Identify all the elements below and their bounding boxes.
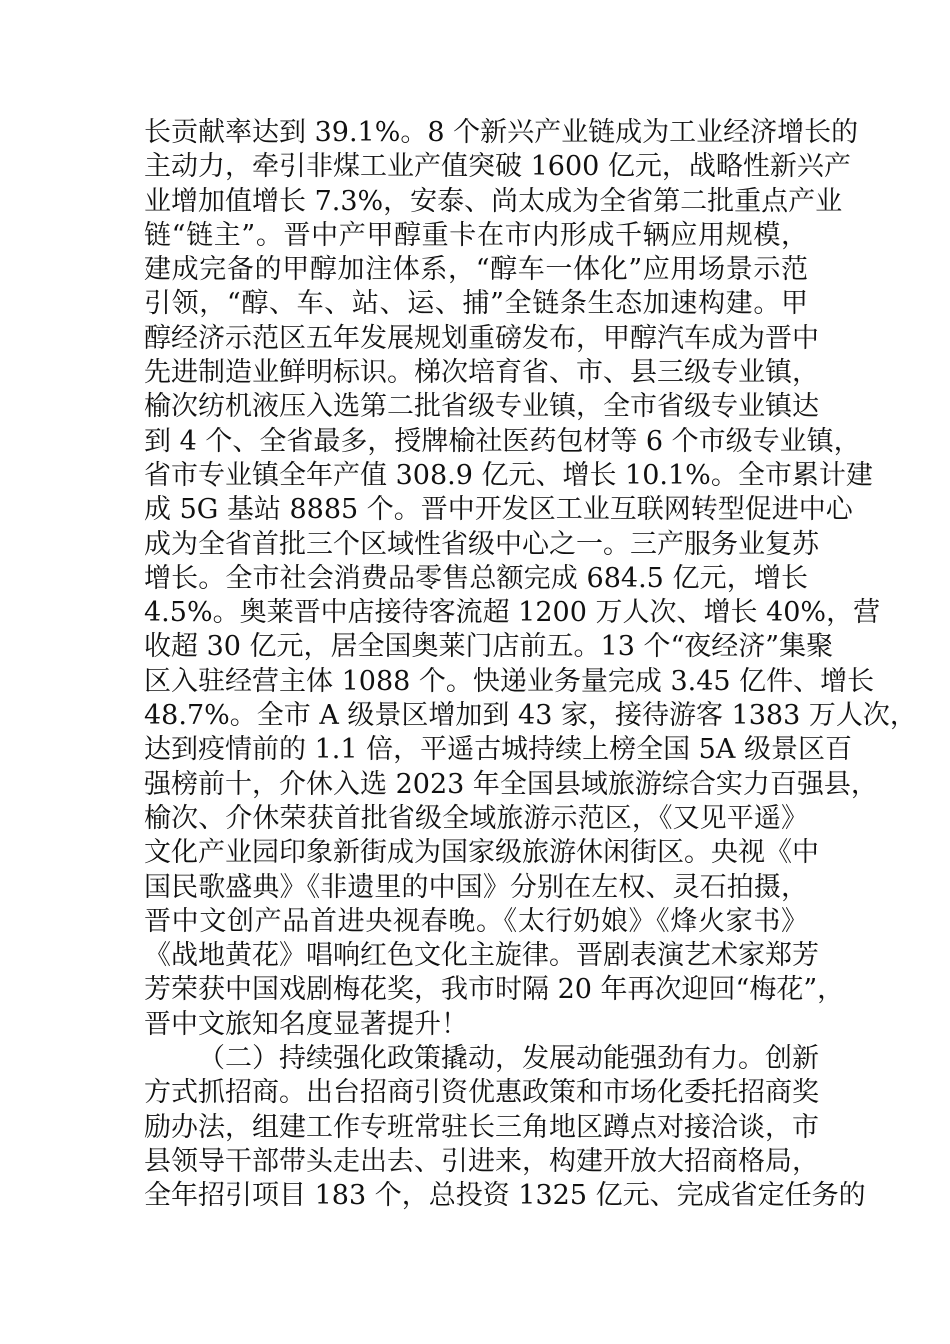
text-line: 增长。全市社会消费品零售总额完成 684.5 亿元，增长 (144, 562, 808, 594)
text-line: 励办法，组建工作专班常驻长三角地区蹲点对接洽谈，市 (144, 1111, 819, 1143)
text-line: 方式抓招商。出台招商引资优惠政策和市场化委托招商奖 (144, 1077, 819, 1109)
text-line: 链“链主”。晋中产甲醇重卡在市内形成千辆应用规模， (144, 219, 808, 251)
text-line: 业增加值增长 7.3%，安泰、尚太成为全省第二批重点产业 (144, 185, 843, 217)
text-line: 榆次纺机液压入选第二批省级专业镇，全市省级专业镇达 (144, 391, 819, 423)
text-line: 榆次、介休荣获首批省级全域旅游示范区，《又见平遥》 (144, 802, 808, 834)
text-line: 强榜前十，介休入选 2023 年全国县域旅游综合实力百强县， (144, 768, 878, 800)
text-line: 先进制造业鲜明标识。梯次培育省、市、县三级专业镇， (144, 357, 819, 389)
document-body (144, 116, 917, 1214)
text-line: 建成完备的甲醇加注体系，“醇车一体化”应用场景示范 (144, 254, 808, 286)
text-line: 省市专业镇全年产值 308.9 亿元、增长 10.1%。全市累计建 (144, 459, 873, 491)
text-line: 引领，“醇、车、站、运、捕”全链条生态加速构建。甲 (144, 288, 808, 320)
text-line: 达到疫情前的 1.1 倍，平遥古城持续上榜全国 5A 级景区百 (144, 734, 852, 766)
text-line: 区入驻经营主体 1088 个。快递业务量完成 3.45 亿件、增长 (144, 665, 875, 697)
text-line: 文化产业园印象新街成为国家级旅游休闲街区。央视《中 (144, 837, 819, 869)
text-line: 4.5%。奥莱晋中店接待客流超 1200 万人次、增长 40%，营 (144, 597, 881, 629)
paragraph-1 (144, 116, 917, 1042)
text-line: 到 4 个、全省最多，授牌榆社医药包材等 6 个市级专业镇， (144, 425, 861, 457)
text-line: 48.7%。全市 A 级景区增加到 43 家，接待游客 1383 万人次， (144, 700, 917, 732)
text-line: 成 5G 基站 8885 个。晋中开发区工业互联网转型促进中心 (144, 494, 853, 526)
text-line: 晋中文创产品首进央视春晚。《太行奶娘》《烽火家书》 (144, 905, 808, 937)
text-line: 全年招引项目 183 个，总投资 1325 亿元、完成省定任务的 (144, 1180, 866, 1212)
text-line: 国民歌盛典》《非遗里的中国》分别在左权、灵石拍摄， (144, 871, 808, 903)
text-line: 芳荣获中国戏剧梅花奖，我市时隔 20 年再次迎回“梅花”， (144, 974, 845, 1006)
text-line: 县领导干部带头走出去、引进来，构建开放大招商格局， (144, 1145, 819, 1177)
paragraph-2 (144, 1042, 866, 1213)
text-line: 长贡献率达到 39.1%。8 个新兴产业链成为工业经济增长的 (144, 117, 859, 148)
text-line: （二）持续强化政策撬动，发展动能强劲有力。创新 (198, 1043, 819, 1075)
text-line: 成为全省首批三个区域性省级中心之一。三产服务业复苏 (144, 528, 819, 560)
text-line: 晋中文旅知名度显著提升！ (144, 1008, 468, 1040)
text-line: 醇经济示范区五年发展规划重磅发布，甲醇汽车成为晋中 (144, 322, 819, 354)
text-line: 收超 30 亿元，居全国奥莱门店前五。13 个“夜经济”集聚 (144, 631, 834, 663)
text-line: 《战地黄花》唱响红色文化主旋律。晋剧表演艺术家郑芳 (144, 940, 819, 972)
text-line: 主动力，牵引非煤工业产值突破 1600 亿元，战略性新兴产 (144, 151, 851, 183)
